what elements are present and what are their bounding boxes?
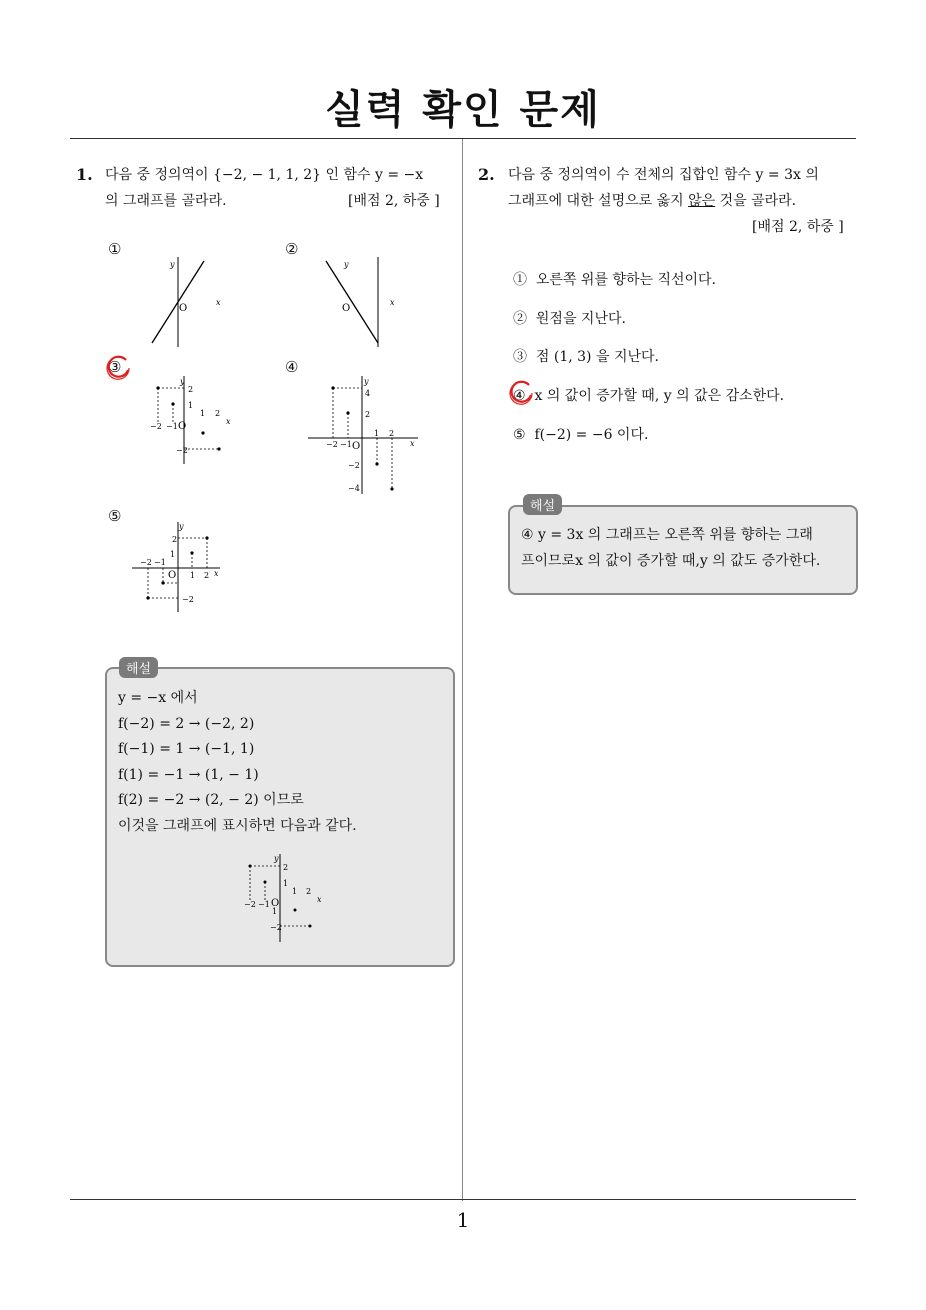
page-title: 실력 확인 문제 bbox=[325, 87, 601, 133]
axis-label-x: x bbox=[390, 298, 395, 307]
axis-label-x: x bbox=[216, 298, 221, 307]
solution-line: 프이므로x 의 값이 증가할 때,y 의 값도 증가한다. bbox=[521, 552, 821, 569]
q1-option-4-mark[interactable]: ④ bbox=[285, 358, 299, 376]
q1-graph-3 bbox=[142, 372, 242, 467]
svg-text:1: 1 bbox=[188, 401, 194, 410]
q1-solution-label: 해설 bbox=[119, 657, 158, 678]
solution-line: f(2) = −2 → (2, − 2) 이므로 bbox=[118, 792, 304, 808]
svg-text:−2: −2 bbox=[140, 558, 152, 567]
solution-line: 이것을 그래프에 표시하면 다음과 같다. bbox=[118, 817, 357, 834]
question-2-line2: 그래프에 대한 설명으로 옳지 않은 것을 골라라. bbox=[508, 193, 797, 209]
svg-text:−2: −2 bbox=[348, 461, 360, 470]
question-1-points: [배점 2, 하중 ] bbox=[348, 193, 440, 209]
q1-solution-text bbox=[118, 686, 357, 839]
q1-graph-1 bbox=[148, 255, 238, 350]
svg-text:2: 2 bbox=[306, 887, 312, 896]
svg-text:2: 2 bbox=[389, 429, 395, 438]
question-2-points: [배점 2, 하중 ] bbox=[752, 219, 844, 235]
svg-text:−2: −2 bbox=[270, 923, 282, 932]
q2-answer-circle-icon bbox=[507, 379, 535, 407]
q2-option-1[interactable]: ① 오른쪽 위를 향하는 직선이다. bbox=[513, 272, 716, 288]
svg-text:−1: −1 bbox=[340, 440, 352, 449]
q1-answer-circle-icon bbox=[104, 354, 132, 382]
svg-text:4: 4 bbox=[365, 389, 371, 398]
svg-text:x: x bbox=[317, 895, 322, 904]
q1-graph-4 bbox=[306, 372, 424, 497]
svg-text:−1: −1 bbox=[154, 558, 166, 567]
svg-text:−2: −2 bbox=[326, 440, 338, 449]
svg-text:1: 1 bbox=[374, 429, 380, 438]
q2-option-3[interactable]: ③ 점 (1, 3) 을 지난다. bbox=[513, 349, 659, 365]
svg-text:−2: −2 bbox=[244, 900, 256, 909]
solution-line: f(1) = −1 → (1, − 1) bbox=[118, 766, 259, 783]
solution-line: y = −x 에서 bbox=[118, 690, 198, 706]
svg-text:2: 2 bbox=[365, 410, 371, 419]
svg-text:2: 2 bbox=[172, 535, 178, 544]
column-divider bbox=[462, 139, 463, 1201]
top-divider bbox=[70, 138, 856, 139]
svg-text:1: 1 bbox=[170, 550, 176, 559]
origin-label: O bbox=[342, 303, 351, 314]
q1-option-2-mark[interactable]: ② bbox=[285, 240, 299, 258]
solution-line: f(−1) = 1 → (−1, 1) bbox=[118, 741, 255, 757]
q1-solution-graph bbox=[240, 852, 330, 944]
svg-text:x: x bbox=[226, 417, 231, 426]
axis-label-y: y bbox=[170, 260, 175, 269]
svg-text:x: x bbox=[410, 439, 415, 448]
svg-text:−2: −2 bbox=[182, 595, 194, 604]
question-1-number: 1. bbox=[76, 165, 93, 184]
q2-solution-label: 해설 bbox=[523, 494, 562, 515]
svg-text:−4: −4 bbox=[348, 484, 360, 493]
q2-option-4[interactable]: ④ x 의 값이 증가할 때, y 의 값은 감소한다. bbox=[513, 388, 785, 404]
bottom-divider bbox=[70, 1199, 856, 1200]
svg-text:1: 1 bbox=[292, 887, 298, 896]
origin-label: O bbox=[179, 303, 188, 314]
svg-text:1: 1 bbox=[272, 907, 278, 916]
svg-text:−2: −2 bbox=[150, 422, 162, 431]
solution-line: ④ y = 3x 의 그래프는 오른쪽 위를 향하는 그래 bbox=[521, 527, 813, 543]
question-2-line1: 다음 중 정의역이 수 전체의 집합인 함수 y = 3x 의 bbox=[508, 167, 819, 183]
graph-line bbox=[326, 261, 378, 343]
solution-line: f(−2) = 2 → (−2, 2) bbox=[118, 715, 255, 732]
q2-option-2[interactable]: ② 원점을 지난다. bbox=[513, 311, 626, 327]
svg-text:y: y bbox=[179, 522, 184, 531]
svg-text:2: 2 bbox=[188, 385, 194, 394]
question-1-line1: 다음 중 정의역이 {−2, − 1, 1, 2} 인 함수 y = −x bbox=[105, 167, 424, 183]
svg-text:−1: −1 bbox=[166, 422, 178, 431]
svg-text:y: y bbox=[274, 854, 279, 863]
svg-text:O: O bbox=[168, 570, 177, 581]
svg-text:O: O bbox=[271, 898, 280, 909]
q1-graph-2 bbox=[322, 255, 412, 350]
q1-option-1-mark[interactable]: ① bbox=[108, 240, 122, 258]
page-number: 1 bbox=[456, 1208, 470, 1232]
svg-text:2: 2 bbox=[204, 571, 210, 580]
svg-text:1: 1 bbox=[200, 409, 206, 418]
svg-text:1: 1 bbox=[283, 879, 289, 888]
q2-solution-text bbox=[521, 523, 820, 574]
svg-text:y: y bbox=[180, 377, 185, 386]
q1-option-3-mark[interactable]: ③ bbox=[108, 358, 122, 376]
svg-text:y: y bbox=[364, 377, 369, 386]
q2-option-5[interactable]: ⑤ f(−2) = −6 이다. bbox=[513, 427, 649, 443]
q1-option-5-mark[interactable]: ⑤ bbox=[108, 507, 122, 525]
svg-text:O: O bbox=[178, 421, 187, 432]
svg-text:O: O bbox=[352, 441, 361, 452]
q1-graph-5 bbox=[130, 520, 230, 615]
question-2-number: 2. bbox=[478, 165, 495, 184]
svg-text:x: x bbox=[214, 569, 219, 578]
axis-label-y: y bbox=[344, 260, 349, 269]
svg-text:2: 2 bbox=[215, 409, 221, 418]
svg-text:2: 2 bbox=[283, 863, 289, 872]
question-1-line2: 의 그래프를 골라라. bbox=[105, 193, 227, 209]
svg-text:1: 1 bbox=[190, 571, 196, 580]
svg-text:−2: −2 bbox=[176, 446, 188, 455]
svg-text:−1: −1 bbox=[258, 900, 270, 909]
